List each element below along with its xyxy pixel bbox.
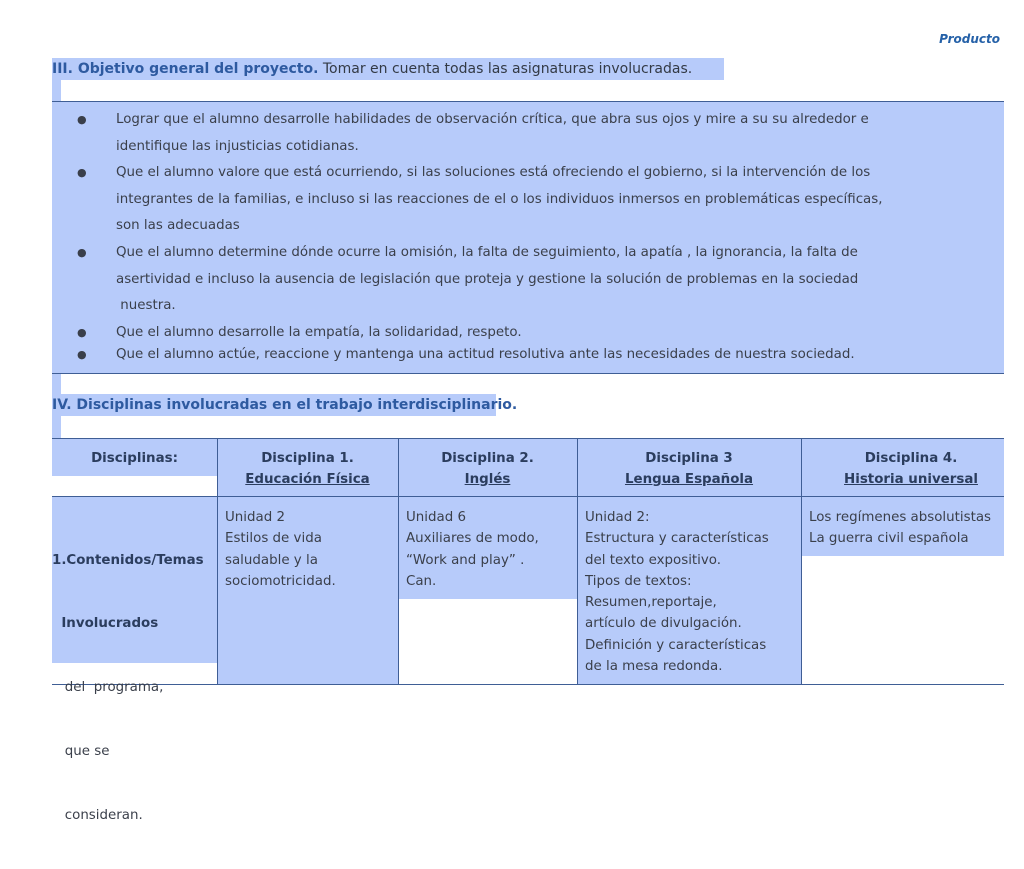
column-header <box>577 448 801 490</box>
column-heading: Disciplina 3 <box>645 451 733 466</box>
content-line: La guerra civil española <box>809 531 969 547</box>
content-cell <box>585 507 799 677</box>
content-line: Auxiliares de modo, <box>406 531 539 547</box>
row-label-line: que se <box>52 744 110 760</box>
column-subject: Lengua Española <box>624 472 754 487</box>
objectives-box <box>52 101 1004 374</box>
content-line: Can. <box>406 573 437 589</box>
row-divider <box>52 496 1004 497</box>
objective-line: Que el alumno valore que está ocurriendo, si las soluciones está ofreciendo el gobierno, si la intervención de los <box>116 165 871 180</box>
column-heading: Disciplina 4. <box>864 451 958 466</box>
objective-line: Que el alumno actúe, reaccione y mantenga una actitud resolutiva ante las necesidades de nuestra sociedad. <box>116 347 855 362</box>
row-label-line: consideran. <box>52 808 143 824</box>
content-line: “Work and play” . <box>406 552 525 568</box>
bullet-icon: ● <box>77 246 87 259</box>
column-subject: Historia universal <box>844 472 978 487</box>
content-line: Los regímenes absolutistas <box>809 510 992 525</box>
content-line: Tipos de textos: <box>585 573 692 589</box>
content-line: sociomotricidad. <box>225 573 336 589</box>
content-line: saludable y la <box>225 552 318 568</box>
section-4-title: IV. Disciplinas involucradas en el trabajo interdisciplinario. <box>52 394 496 416</box>
column-subject: Educación Física <box>245 472 370 487</box>
row-header: Disciplinas: <box>91 451 178 466</box>
objective-line: integrantes de la familias, e incluso si las reacciones de el o los individuos inmersos en problemáticas específicas, <box>116 191 883 207</box>
objective-line: asertividad e incluso la ausencia de legislación que proteja y gestione la solución de problemas en la sociedad <box>116 271 859 287</box>
content-line: del texto expositivo. <box>585 552 722 568</box>
objective-line: son las adecuadas <box>116 218 240 234</box>
content-cell <box>225 507 395 592</box>
bullet-icon: ● <box>77 326 87 339</box>
content-line: de la mesa redonda. <box>585 659 723 675</box>
row-label <box>52 507 217 869</box>
section-3-title <box>52 58 724 80</box>
column-subject: Inglés <box>464 472 511 487</box>
highlight-stub <box>52 416 61 438</box>
disciplines-table <box>52 438 1004 824</box>
row-label-line: Involucrados <box>52 616 159 632</box>
column-header <box>801 448 1021 490</box>
column-header <box>217 448 398 490</box>
objective-line: Que el alumno determine dónde ocurre la omisión, la falta de seguimiento, la apatía , la ignorancia, la falta de <box>116 245 858 260</box>
content-line: artículo de divulgación. <box>585 616 742 632</box>
bullet-icon: ● <box>77 348 87 361</box>
column-heading: Disciplina 1. <box>261 451 354 466</box>
objective-line: Lograr que el alumno desarrolle habilidades de observación crítica, que abra sus ojos y mire a su su alrededor e <box>116 112 869 127</box>
highlight-stub <box>52 80 61 102</box>
content-line: Unidad 2: <box>585 510 650 525</box>
column-heading: Disciplina 2. <box>441 451 534 466</box>
content-line: Estructura y características <box>585 531 769 547</box>
column-header <box>398 448 577 490</box>
objective-line: nuestra. <box>116 298 176 314</box>
content-line: Unidad 2 <box>225 510 285 525</box>
bullet-icon: ● <box>77 166 87 179</box>
content-cell <box>809 507 1004 550</box>
section-3-title-rest: Tomar en cuenta todas las asignaturas involucradas. <box>318 61 693 77</box>
objective-line: identifique las injusticias cotidianas. <box>116 138 359 154</box>
row-label-line: 1.Contenidos/Temas <box>52 552 204 568</box>
content-line: Estilos de vida <box>225 531 322 547</box>
header-label: Producto <box>939 32 1000 46</box>
row-label-line: del programa, <box>52 680 164 696</box>
content-line: Definición y características <box>585 637 767 653</box>
content-line: Resumen,reportaje, <box>585 595 717 611</box>
highlight-stub <box>52 374 61 394</box>
content-line: Unidad 6 <box>406 510 466 525</box>
section-3-title-bold: III. Objetivo general del proyecto. <box>52 61 319 77</box>
content-cell <box>406 507 576 592</box>
objective-line: Que el alumno desarrolle la empatía, la solidaridad, respeto. <box>116 325 522 340</box>
bullet-icon: ● <box>77 113 87 126</box>
